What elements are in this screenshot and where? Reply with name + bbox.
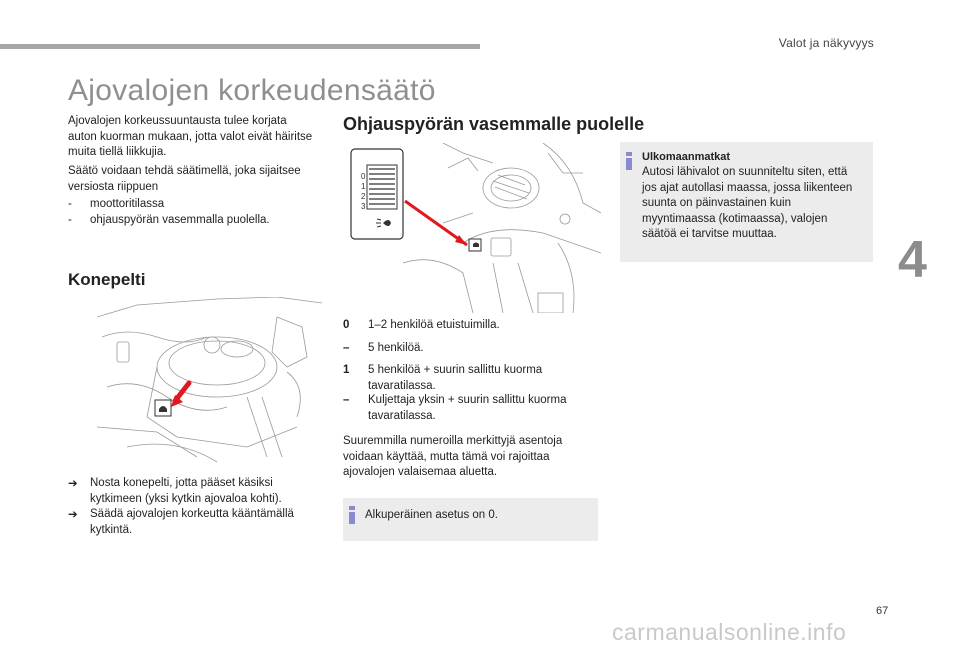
info-icon [349,506,355,524]
headlamp-dial-inset [351,149,403,239]
list-item: ➔ Nosta konepelti, jotta pääset käsiksi kytkimeen (yksi kytkin ajovaloa kohti). [68,476,282,505]
pointer-line [405,201,467,245]
list-item: - ohjauspyörän vasemmalla puolella. [68,213,270,226]
default-setting-box [343,498,598,541]
dial-label: 1 [361,182,366,191]
position-row: – Kuljettaja yksin + suurin sallittu kuorma tavaratilassa. [343,394,567,422]
page-title: Ajovalojen korkeudensäätö [68,74,436,107]
chapter-number: 4 [898,231,927,289]
info-icon [626,152,632,170]
location-list [68,197,318,228]
list-item: ➔ Säädä ajovalojen korkeutta kääntämällä kytkintä. [68,507,294,536]
dashboard-illustration [343,143,601,313]
dial-label: 2 [361,192,366,201]
watermark: carmanualsonline.info [612,619,847,645]
intro-paragraph: Ajovalojen korkeussuuntausta tulee korjata auton kuorman mukaan, jotta valot eivät häiritse muita tiellä liikkujia. [68,115,313,158]
default-setting-text: Alkuperäinen asetus on 0. [365,509,498,521]
higher-positions-note: Suuremmilla numeroilla merkittyjä asentoja voidaan käyttää, mutta tämä voi rajoittaa ajovalojen valaisemaa aluetta. [343,435,563,478]
position-row: 1 5 henkilöä + suurin sallittu kuorma tavaratilassa. [343,364,543,392]
list-item: - moottoritilassa [68,198,165,210]
engine-bay-drawing [97,297,322,467]
intro-paragraph-2: Säätö voidaan tehdä säätimellä, joka sijaitsee versiosta riippuen [68,165,301,193]
abroad-info-box [620,142,873,262]
dial-label: 3 [361,202,366,211]
engine-heading: Konepelti [68,270,146,289]
dial-label: 0 [361,172,366,181]
dashboard-heading: Ohjauspyörän vasemmalle puolelle [343,114,645,134]
engine-bay-illustration [97,297,322,467]
section-title: Valot ja näkyvyys [778,36,874,50]
arrow-icon [171,383,189,407]
header-rule [0,44,480,49]
engine-steps [68,476,318,538]
abroad-title: Ulkomaanmatkat [642,151,731,163]
dashboard-drawing [343,143,601,313]
page-number: 67 [876,605,889,617]
abroad-text: Autosi lähivalot on suunniteltu siten, että jos ajat autollasi maassa, jossa liikenteen suunta on päinvastainen kuin myyntimaassa (kotimaassa), valojen säätöä ei tarvitse muuttaa. [642,166,853,240]
headlamp-adjuster-icon [155,400,171,416]
